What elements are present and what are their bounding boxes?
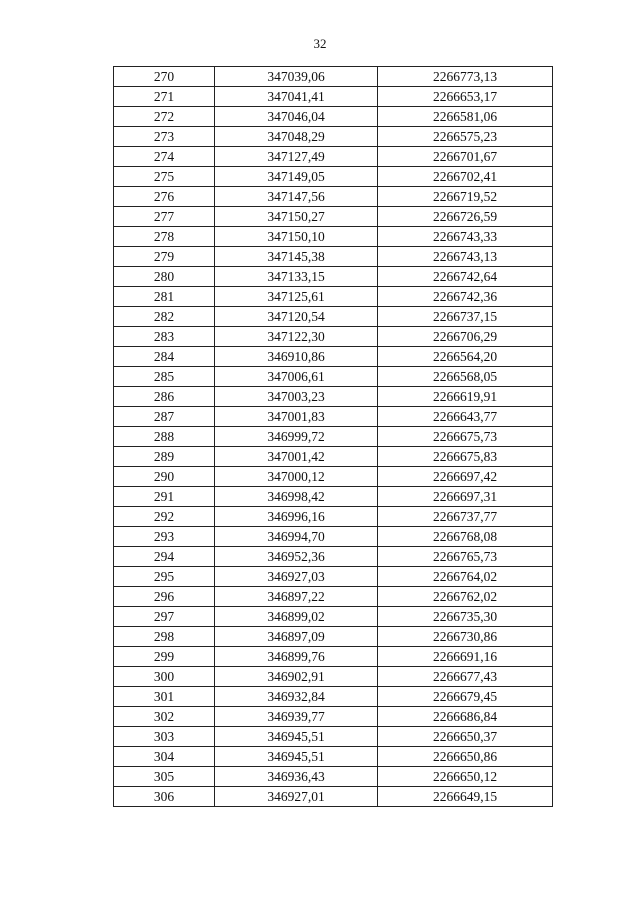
point-number-cell: 306	[114, 787, 215, 807]
x-coordinate-cell: 347145,38	[215, 247, 378, 267]
point-number-cell: 285	[114, 367, 215, 387]
table-row	[114, 547, 553, 567]
table-row	[114, 67, 553, 87]
x-coordinate-cell: 346927,01	[215, 787, 378, 807]
x-coordinate-cell: 346999,72	[215, 427, 378, 447]
table-row	[114, 447, 553, 467]
table-row	[114, 227, 553, 247]
point-number-cell: 287	[114, 407, 215, 427]
y-coordinate-cell: 2266768,08	[378, 527, 553, 547]
x-coordinate-cell: 347150,27	[215, 207, 378, 227]
point-number-cell: 278	[114, 227, 215, 247]
table-row	[114, 487, 553, 507]
x-coordinate-cell: 347122,30	[215, 327, 378, 347]
x-coordinate-cell: 346897,09	[215, 627, 378, 647]
point-number-cell: 302	[114, 707, 215, 727]
y-coordinate-cell: 2266650,37	[378, 727, 553, 747]
table-row	[114, 347, 553, 367]
x-coordinate-cell: 347150,10	[215, 227, 378, 247]
x-coordinate-cell: 347120,54	[215, 307, 378, 327]
table-row	[114, 147, 553, 167]
table-row	[114, 767, 553, 787]
point-number-cell: 283	[114, 327, 215, 347]
x-coordinate-cell: 346994,70	[215, 527, 378, 547]
point-number-cell: 292	[114, 507, 215, 527]
x-coordinate-cell: 346910,86	[215, 347, 378, 367]
point-number-cell: 289	[114, 447, 215, 467]
y-coordinate-cell: 2266697,42	[378, 467, 553, 487]
point-number-cell: 297	[114, 607, 215, 627]
y-coordinate-cell: 2266686,84	[378, 707, 553, 727]
x-coordinate-cell: 346902,91	[215, 667, 378, 687]
y-coordinate-cell: 2266697,31	[378, 487, 553, 507]
table-row	[114, 367, 553, 387]
y-coordinate-cell: 2266735,30	[378, 607, 553, 627]
y-coordinate-cell: 2266619,91	[378, 387, 553, 407]
y-coordinate-cell: 2266643,77	[378, 407, 553, 427]
table-row	[114, 107, 553, 127]
y-coordinate-cell: 2266706,29	[378, 327, 553, 347]
table-row	[114, 727, 553, 747]
y-coordinate-cell: 2266764,02	[378, 567, 553, 587]
coordinates-table-body	[114, 67, 553, 807]
table-row	[114, 247, 553, 267]
x-coordinate-cell: 346996,16	[215, 507, 378, 527]
y-coordinate-cell: 2266675,83	[378, 447, 553, 467]
y-coordinate-cell: 2266743,13	[378, 247, 553, 267]
y-coordinate-cell: 2266649,15	[378, 787, 553, 807]
x-coordinate-cell: 346936,43	[215, 767, 378, 787]
y-coordinate-cell: 2266677,43	[378, 667, 553, 687]
y-coordinate-cell: 2266581,06	[378, 107, 553, 127]
y-coordinate-cell: 2266701,67	[378, 147, 553, 167]
point-number-cell: 301	[114, 687, 215, 707]
table-row	[114, 507, 553, 527]
x-coordinate-cell: 347006,61	[215, 367, 378, 387]
point-number-cell: 304	[114, 747, 215, 767]
point-number-cell: 272	[114, 107, 215, 127]
point-number-cell: 282	[114, 307, 215, 327]
x-coordinate-cell: 347001,83	[215, 407, 378, 427]
x-coordinate-cell: 346897,22	[215, 587, 378, 607]
table-row	[114, 127, 553, 147]
x-coordinate-cell: 346899,76	[215, 647, 378, 667]
point-number-cell: 290	[114, 467, 215, 487]
table-row	[114, 467, 553, 487]
point-number-cell: 293	[114, 527, 215, 547]
y-coordinate-cell: 2266650,12	[378, 767, 553, 787]
page-number: 32	[313, 36, 327, 51]
point-number-cell: 280	[114, 267, 215, 287]
x-coordinate-cell: 346945,51	[215, 727, 378, 747]
x-coordinate-cell: 347039,06	[215, 67, 378, 87]
y-coordinate-cell: 2266568,05	[378, 367, 553, 387]
point-number-cell: 296	[114, 587, 215, 607]
table-row	[114, 667, 553, 687]
y-coordinate-cell: 2266742,64	[378, 267, 553, 287]
x-coordinate-cell: 346927,03	[215, 567, 378, 587]
y-coordinate-cell: 2266737,77	[378, 507, 553, 527]
y-coordinate-cell: 2266653,17	[378, 87, 553, 107]
x-coordinate-cell: 347048,29	[215, 127, 378, 147]
x-coordinate-cell: 346899,02	[215, 607, 378, 627]
table-row	[114, 587, 553, 607]
table-row	[114, 607, 553, 627]
x-coordinate-cell: 347133,15	[215, 267, 378, 287]
y-coordinate-cell: 2266719,52	[378, 187, 553, 207]
x-coordinate-cell: 346939,77	[215, 707, 378, 727]
table-row	[114, 327, 553, 347]
y-coordinate-cell: 2266675,73	[378, 427, 553, 447]
x-coordinate-cell: 347000,12	[215, 467, 378, 487]
coordinates-table	[113, 66, 553, 807]
table-row	[114, 87, 553, 107]
point-number-cell: 300	[114, 667, 215, 687]
x-coordinate-cell: 347127,49	[215, 147, 378, 167]
x-coordinate-cell: 347046,04	[215, 107, 378, 127]
point-number-cell: 275	[114, 167, 215, 187]
y-coordinate-cell: 2266691,16	[378, 647, 553, 667]
table-row	[114, 627, 553, 647]
point-number-cell: 274	[114, 147, 215, 167]
table-row	[114, 567, 553, 587]
y-coordinate-cell: 2266726,59	[378, 207, 553, 227]
x-coordinate-cell: 346998,42	[215, 487, 378, 507]
table-row	[114, 287, 553, 307]
table-row	[114, 647, 553, 667]
x-coordinate-cell: 347147,56	[215, 187, 378, 207]
point-number-cell: 284	[114, 347, 215, 367]
y-coordinate-cell: 2266650,86	[378, 747, 553, 767]
table-row	[114, 307, 553, 327]
x-coordinate-cell: 346945,51	[215, 747, 378, 767]
point-number-cell: 273	[114, 127, 215, 147]
y-coordinate-cell: 2266575,23	[378, 127, 553, 147]
point-number-cell: 291	[114, 487, 215, 507]
table-row	[114, 427, 553, 447]
point-number-cell: 305	[114, 767, 215, 787]
y-coordinate-cell: 2266765,73	[378, 547, 553, 567]
x-coordinate-cell: 347041,41	[215, 87, 378, 107]
x-coordinate-cell: 346932,84	[215, 687, 378, 707]
point-number-cell: 270	[114, 67, 215, 87]
point-number-cell: 277	[114, 207, 215, 227]
y-coordinate-cell: 2266743,33	[378, 227, 553, 247]
point-number-cell: 299	[114, 647, 215, 667]
table-row	[114, 267, 553, 287]
point-number-cell: 276	[114, 187, 215, 207]
point-number-cell: 279	[114, 247, 215, 267]
point-number-cell: 271	[114, 87, 215, 107]
table-row	[114, 187, 553, 207]
y-coordinate-cell: 2266679,45	[378, 687, 553, 707]
table-row	[114, 207, 553, 227]
y-coordinate-cell: 2266742,36	[378, 287, 553, 307]
table-row	[114, 687, 553, 707]
y-coordinate-cell: 2266730,86	[378, 627, 553, 647]
point-number-cell: 298	[114, 627, 215, 647]
table-row	[114, 407, 553, 427]
table-row	[114, 707, 553, 727]
table-row	[114, 167, 553, 187]
point-number-cell: 288	[114, 427, 215, 447]
y-coordinate-cell: 2266702,41	[378, 167, 553, 187]
y-coordinate-cell: 2266737,15	[378, 307, 553, 327]
point-number-cell: 286	[114, 387, 215, 407]
table-row	[114, 747, 553, 767]
x-coordinate-cell: 347149,05	[215, 167, 378, 187]
x-coordinate-cell: 347003,23	[215, 387, 378, 407]
point-number-cell: 294	[114, 547, 215, 567]
x-coordinate-cell: 346952,36	[215, 547, 378, 567]
point-number-cell: 303	[114, 727, 215, 747]
y-coordinate-cell: 2266762,02	[378, 587, 553, 607]
y-coordinate-cell: 2266564,20	[378, 347, 553, 367]
point-number-cell: 281	[114, 287, 215, 307]
table-row	[114, 527, 553, 547]
x-coordinate-cell: 347001,42	[215, 447, 378, 467]
x-coordinate-cell: 347125,61	[215, 287, 378, 307]
y-coordinate-cell: 2266773,13	[378, 67, 553, 87]
table-row	[114, 787, 553, 807]
point-number-cell: 295	[114, 567, 215, 587]
table-row	[114, 387, 553, 407]
